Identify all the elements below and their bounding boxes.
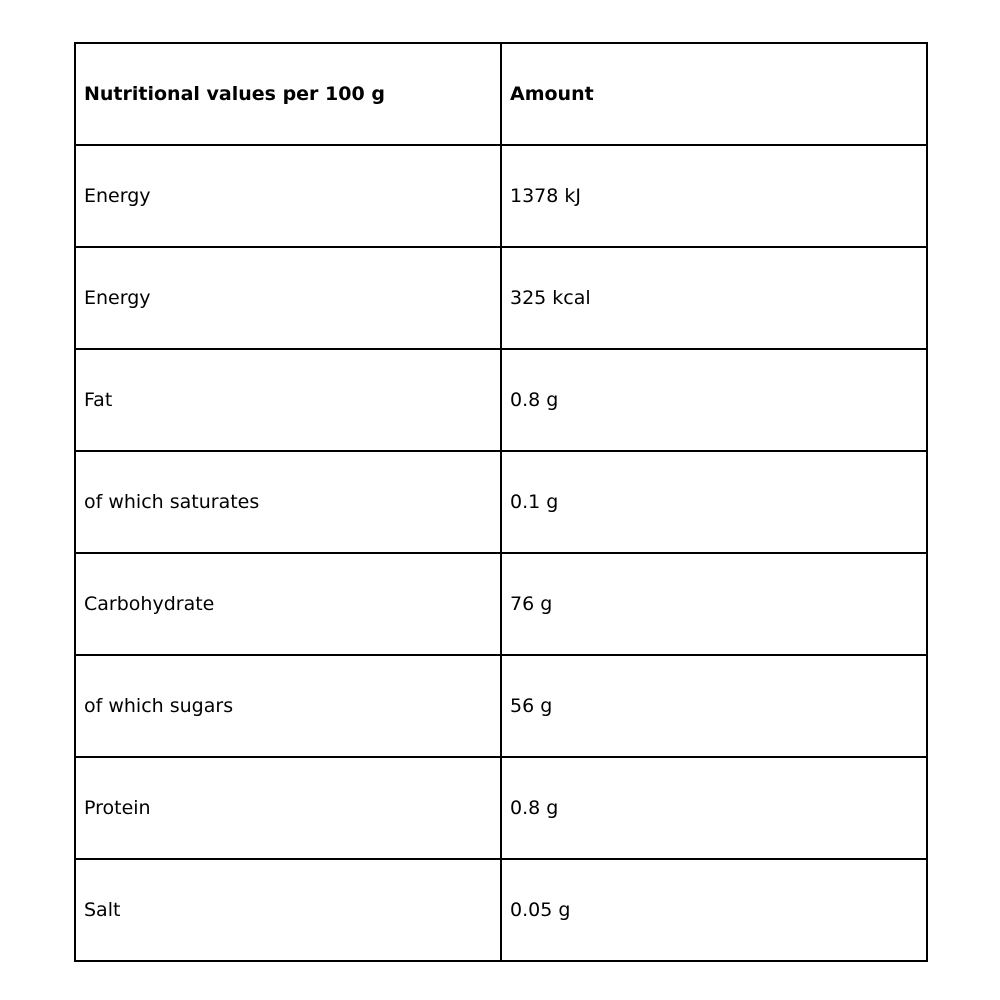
table-row [75,859,927,961]
row-amount-cell: 0.1 g [501,451,927,553]
row-name-cell: Protein [75,757,501,859]
table-row [75,655,927,757]
table-row [75,247,927,349]
table-row [75,145,927,247]
header-amount: Amount [501,43,927,145]
table-row [75,553,927,655]
row-amount-cell: 0.8 g [501,349,927,451]
header-nutritional-values: Nutritional values per 100 g [75,43,501,145]
row-name-cell: Fat [75,349,501,451]
row-name-cell: Salt [75,859,501,961]
table-row [75,757,927,859]
row-name-cell: Energy [75,145,501,247]
table-row [75,349,927,451]
table-header [75,43,927,145]
table-row [75,451,927,553]
row-name-cell: Energy [75,247,501,349]
row-name-cell: of which saturates [75,451,501,553]
table-body [75,145,927,961]
row-amount-cell: 1378 kJ [501,145,927,247]
row-name-cell: Carbohydrate [75,553,501,655]
nutrition-table [74,42,928,962]
row-amount-cell: 325 kcal [501,247,927,349]
row-amount-cell: 76 g [501,553,927,655]
header-row [75,43,927,145]
row-name-cell: of which sugars [75,655,501,757]
row-amount-cell: 0.8 g [501,757,927,859]
row-amount-cell: 0.05 g [501,859,927,961]
row-amount-cell: 56 g [501,655,927,757]
